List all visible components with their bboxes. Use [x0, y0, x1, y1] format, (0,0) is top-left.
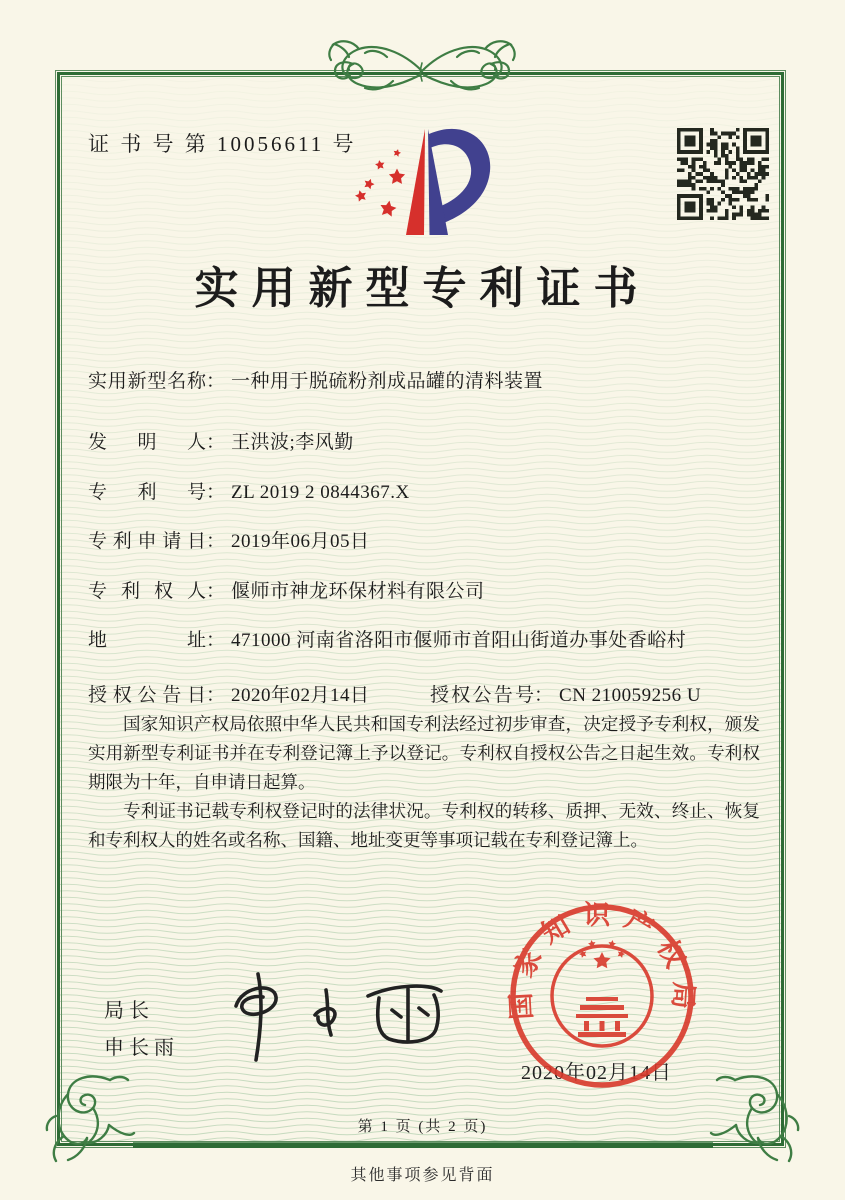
- field-filing-date: 专利申请日： 2019年06月05日: [88, 526, 758, 553]
- field-value: ZL 2019 2 0844367.X: [231, 482, 410, 503]
- field-value: 王洪波;李风勤: [231, 432, 354, 453]
- back-note: 其他事项参见背面: [350, 1167, 495, 1184]
- seal-date: 2020年02月14日: [521, 1062, 672, 1084]
- director-name: 申长雨: [104, 1037, 179, 1059]
- logo-stars: [354, 148, 405, 217]
- certificate-number: 证 书 号 第 10056611 号: [88, 132, 357, 156]
- director-title: 局长: [104, 1000, 154, 1022]
- field-label: 专利申请日: [88, 531, 206, 552]
- field-patentee: 专利权人： 偃师市神龙环保材料有限公司: [88, 576, 758, 603]
- bottom-rule: [133, 1142, 713, 1148]
- seal-emblem: [576, 939, 628, 1037]
- field-label: 地址: [88, 630, 206, 651]
- field-inventor: 发明人： 王洪波;李风勤: [88, 427, 758, 454]
- field-value: 2020年02月14日: [231, 685, 370, 706]
- field-value: CN 210059256 U: [559, 685, 702, 706]
- certificate-title: 实用新型专利证书: [194, 264, 651, 313]
- field-label: 实用新型名称: [88, 371, 206, 392]
- legal-paragraph-2: 专利证书记载专利权登记时的法律状况。专利权的转移、质押、无效、终止、恢复和专利权人的姓名或名称、国籍、地址变更等事项记载在专利登记簿上。: [88, 801, 760, 850]
- field-grant-number: 授权公告号： CN 210059256 U: [430, 680, 701, 707]
- legal-paragraph-1: 国家知识产权局依照中华人民共和国专利法经过初步审查，决定授予专利权，颁发实用新型专利证书并在专利登记簿上予以登记。专利权自授权公告之日起生效。专利权期限为十年，自申请日起算。: [88, 714, 760, 792]
- top-flourish-ornament: [297, 33, 547, 105]
- field-label: 专利号: [88, 482, 206, 503]
- field-value: 一种用于脱硫粉剂成品罐的清料装置: [231, 371, 544, 392]
- field-grant-date: 授权公告日： 2020年02月14日 授权公告号： CN 210059256 U: [88, 680, 758, 707]
- field-value: 2019年06月05日: [231, 531, 370, 552]
- field-label: 发明人: [88, 432, 206, 453]
- seal-text: 国家知识产权局: [505, 899, 699, 1022]
- field-patent-number: 专利号： ZL 2019 2 0844367.X: [88, 477, 758, 504]
- field-value: 偃师市神龙环保材料有限公司: [231, 581, 485, 602]
- page-number: 第 1 页 (共 2 页): [357, 1119, 488, 1135]
- cnipa-logo: [338, 116, 513, 240]
- field-label: 授权公告号: [430, 685, 534, 706]
- qr-code: [677, 128, 769, 220]
- field-label: 专利权人: [88, 581, 206, 602]
- logo-spike-red: [406, 129, 425, 235]
- handwritten-signature: [222, 968, 457, 1068]
- legal-text: [88, 710, 760, 855]
- field-utility-model-name: 实用新型名称： 一种用于脱硫粉剂成品罐的清料装置: [88, 366, 758, 393]
- official-red-seal: [505, 899, 699, 1093]
- field-value: 471000 河南省洛阳市偃师市首阳山街道办事处香峪村: [231, 630, 687, 651]
- field-label: 授权公告日: [88, 685, 206, 706]
- field-address: 地址： 471000 河南省洛阳市偃师市首阳山街道办事处香峪村: [88, 625, 758, 652]
